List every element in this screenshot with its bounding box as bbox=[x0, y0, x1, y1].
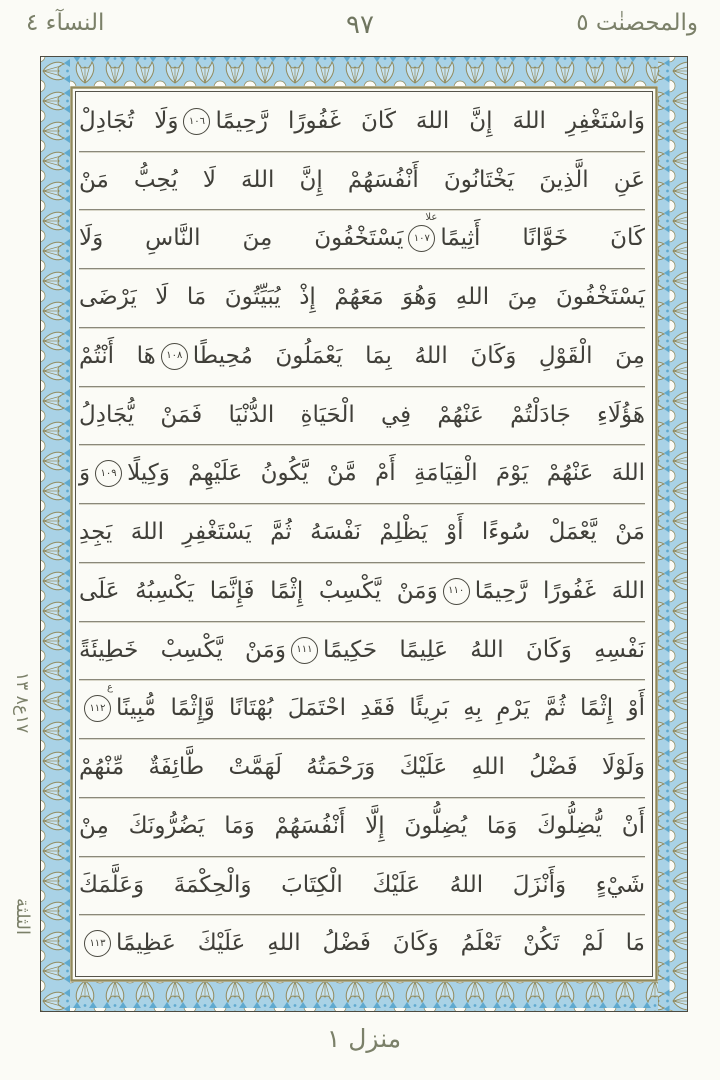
header-page-number: ٩٧ bbox=[346, 10, 374, 40]
verse-text: يَسْتَخْفُونَ مِنَ النَّاسِ وَلَا bbox=[79, 225, 404, 252]
verse-text: وَ bbox=[79, 460, 91, 487]
verse-text: مَا لَمْ تَكُنْ تَعْلَمُ وَكَانَ فَضْلُ اللهِ عَلَيْكَ عَظِيمًا bbox=[116, 930, 645, 957]
quran-line bbox=[79, 680, 645, 739]
footer-manzil-label: منزل ١ bbox=[326, 1024, 402, 1053]
verse-text: وَاسْتَغْفِرِ اللهَ إِنَّ اللهَ كَانَ غَفُورًا رَّحِيمًا bbox=[215, 108, 645, 134]
ayah-number: ١١٠ bbox=[448, 585, 465, 597]
ayah-number: ١٠٩ bbox=[100, 467, 117, 479]
quran-line bbox=[79, 504, 645, 563]
quran-line bbox=[79, 915, 645, 973]
ayah-end-marker bbox=[291, 637, 318, 664]
quran-line bbox=[79, 269, 645, 328]
verse-text: كَانَ خَوَّانًا أَثِيمًا bbox=[440, 225, 645, 252]
verse-text: اللهَ غَفُورًا رَّحِيمًا bbox=[474, 577, 645, 604]
ayah-end-marker bbox=[443, 578, 470, 605]
stop-sign-mark: ع bbox=[107, 682, 113, 694]
verse-text: أَنْ يُّضِلُّوكَ وَمَا يُضِلُّونَ إِلَّا أَنْفُسَهُمْ وَمَا يَضُرُّونَكَ مِنْ bbox=[79, 812, 645, 839]
quran-line bbox=[79, 210, 645, 269]
ayah-end-marker bbox=[95, 460, 122, 487]
verse-text: مِنَ الْقَوْلِ وَكَانَ اللهُ بِمَا يَعْمَلُونَ مُحِيطًا bbox=[192, 342, 645, 369]
text-block bbox=[79, 93, 645, 973]
ayah-end-marker bbox=[84, 682, 113, 722]
stop-sign-mark: علا bbox=[425, 212, 438, 224]
verse-text: أَوْ إِثْمًا ثُمَّ يَرْمِ بِهِ بَرِيئًا فَقَدِ احْتَمَلَ بُهْتَانًا وَّإِثْمًا مُّبِينًا bbox=[116, 695, 645, 722]
ayah-number: ١٠٧ bbox=[413, 232, 430, 244]
verse-text: يَسْتَخْفُونَ مِنَ اللهِ وَهُوَ مَعَهُمْ إِذْ يُبَيِّتُونَ مَا لَا يَرْضَى bbox=[79, 284, 645, 311]
ayah-number: ١١٢ bbox=[89, 702, 106, 714]
quran-line bbox=[79, 563, 645, 622]
verse-text: اللهَ عَنْهُمْ يَوْمَ الْقِيَامَةِ أَمْ مَّنْ يَّكُونُ عَلَيْهِمْ وَكِيلًا bbox=[127, 460, 645, 487]
header-juz-label: والمحصنٰت ٥ bbox=[576, 10, 698, 36]
quran-line bbox=[79, 798, 645, 857]
ayah-number: ١٠٨ bbox=[166, 350, 183, 362]
quran-line bbox=[79, 857, 645, 916]
ayah-end-marker bbox=[161, 343, 188, 370]
ayah-number: ١٠٦ bbox=[188, 115, 205, 127]
verse-text: عَنِ الَّذِينَ يَخْتَانُونَ أَنْفُسَهُمْ إِنَّ اللهَ لَا يُحِبُّ مَنْ bbox=[79, 166, 645, 193]
ayah-end-marker bbox=[183, 108, 210, 135]
quran-line bbox=[79, 328, 645, 387]
ayah-end-marker bbox=[408, 212, 438, 252]
margin-ruku-marker: ١٧ع٨ ١٣ bbox=[12, 672, 32, 734]
verse-text: مَنْ يَّعْمَلْ سُوءًا أَوْ يَظْلِمْ نَفْسَهُ ثُمَّ يَسْتَغْفِرِ اللهَ يَجِدِ bbox=[79, 519, 645, 546]
verse-text: وَلَا تُجَادِلْ bbox=[79, 108, 179, 134]
quran-line bbox=[79, 387, 645, 446]
quran-line bbox=[79, 622, 645, 681]
verse-text: شَيْءٍ وَأَنْزَلَ اللهُ عَلَيْكَ الْكِتَابَ وَالْحِكْمَةَ وَعَلَّمَكَ bbox=[79, 871, 645, 898]
verse-text: وَلَوْلَا فَضْلُ اللهِ عَلَيْكَ وَرَحْمَتُهُ لَهَمَّتْ طَّائِفَةٌ مِّنْهُمْ bbox=[79, 754, 645, 781]
ayah-number: ١١٣ bbox=[89, 937, 106, 949]
quran-line bbox=[79, 445, 645, 504]
quran-line bbox=[79, 93, 645, 152]
ayah-end-marker bbox=[84, 930, 111, 957]
margin-hizb-marker: الثلثة bbox=[12, 898, 33, 935]
verse-text: وَمَنْ يَّكْسِبْ إِثْمًا فَإِنَّمَا يَكْسِبُهُ عَلَى bbox=[79, 577, 438, 604]
quran-line bbox=[79, 739, 645, 798]
verse-text: هَؤُلَاءِ جَادَلْتُمْ عَنْهُمْ فِي الْحَيَاةِ الدُّنْيَا فَمَنْ يُّجَادِلُ bbox=[79, 401, 645, 428]
verse-text: هَا أَنْتُمْ bbox=[79, 342, 156, 369]
quran-line bbox=[79, 152, 645, 211]
verse-text: وَمَنْ يَّكْسِبْ خَطِيئَةً bbox=[79, 636, 286, 663]
header-surah-label: النسآء ٤ bbox=[26, 10, 105, 36]
verse-text: نَفْسِهِ وَكَانَ اللهُ عَلِيمًا حَكِيمًا bbox=[322, 636, 645, 663]
ayah-number: ١١١ bbox=[296, 643, 313, 655]
